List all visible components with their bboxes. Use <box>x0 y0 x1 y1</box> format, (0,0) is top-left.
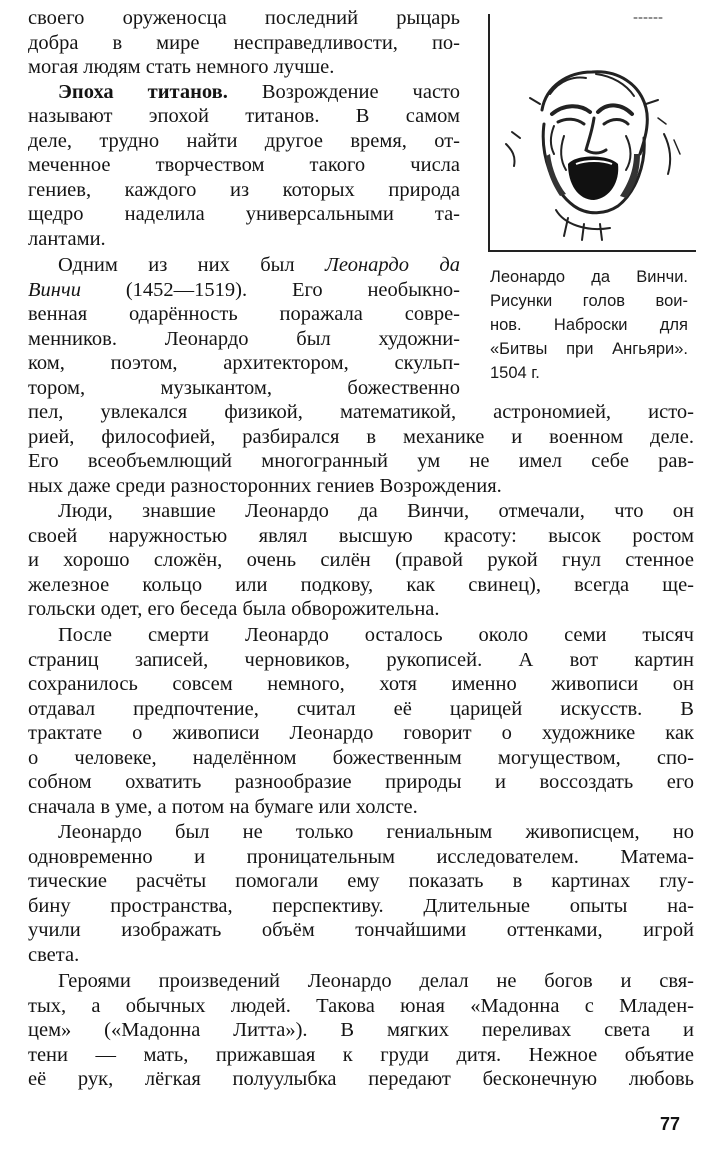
text-line: бину пространства, перспективу. Длительные опыты на- <box>28 895 694 917</box>
text-line: отдавал предпочтение, считал её царицей искусств. В <box>28 698 694 720</box>
text-line <box>58 80 460 105</box>
text-line: менников. Леонардо был художни- <box>28 328 460 350</box>
text-line: своего оруженосца последний рыцарь <box>28 7 460 29</box>
text-line: тором, музыкантом, божественно <box>28 377 460 399</box>
italic-name: Винчи <box>28 279 81 301</box>
text-run: Одним из них был <box>58 254 326 276</box>
text-line: меченное творчеством такого числа <box>28 154 460 176</box>
text-run: (1452—1519). Его необыкно- <box>80 279 460 301</box>
figure-frame-left <box>488 14 490 252</box>
page-number: 77 <box>660 1114 681 1134</box>
text-line: рией, философией, разбирался в механике и военном деле. <box>28 426 694 448</box>
figure-frame-bottom <box>488 250 696 252</box>
text-line: и хорошо сложён, очень силён (правой рукой гнул стенное <box>28 549 694 571</box>
text-line: тых, а обычных людей. Такова юная «Мадонна с Младен- <box>28 995 694 1017</box>
figure-caption-line: нов. Наброски для <box>490 316 688 334</box>
text-line: трактате о живописи Леонардо говорит о художнике как <box>28 722 694 744</box>
warrior-head-drawing <box>494 14 696 248</box>
text-line: собном охватить разнообразие природы и воссоздать его <box>28 771 694 793</box>
text-line: Леонардо был не только гениальным живописцем, но <box>58 821 694 843</box>
text-line: сначала в уме, а потом на бумаге или холсте. <box>28 796 418 818</box>
text-line: её рук, лёгкая полуулыбка передают бесконечную любовь <box>28 1068 694 1090</box>
figure-warrior-sketch <box>488 14 696 252</box>
text-line: гольски одет, его беседа была обворожительна. <box>28 598 440 620</box>
text-line: одновременно и проницательным исследователем. Матема- <box>28 846 694 868</box>
text-line: цем» («Мадонна Литта»). В мягких переливах света и <box>28 1019 694 1041</box>
text-line: страниц записей, черновиков, рукописей. А вот картин <box>28 649 694 671</box>
figure-caption-line: 1504 г. <box>490 364 540 382</box>
text-line: лантами. <box>28 228 106 250</box>
text-line: света. <box>28 944 80 966</box>
text-line: тени — мать, прижавшая к груди дитя. Нежное объятие <box>28 1044 694 1066</box>
text-line: могая людям стать немного лучше. <box>28 56 335 78</box>
text-line: ком, поэтом, архитектором, скульп- <box>28 352 460 374</box>
text-line: ных даже среди разносторонних гениев Возрождения. <box>28 475 502 497</box>
text-line <box>58 253 460 278</box>
text-line: своей наружностью являл высшую красоту: высок ростом <box>28 525 694 547</box>
text-line: о человеке, наделённом божественным могуществом, спо- <box>28 747 694 769</box>
text-line: тические расчёты помогали ему показать в картинах глу- <box>28 870 694 892</box>
text-line: добра в мире несправедливости, по- <box>28 32 460 54</box>
text-line: пел, увлекался физикой, математикой, астрономией, исто- <box>28 401 694 423</box>
text-line: учили изображать объём тончайшими оттенками, игрой <box>28 919 694 941</box>
figure-caption-line: Рисунки голов вои- <box>490 292 688 310</box>
text-line: Его всеобъемлющий многогранный ум не имел себе рав- <box>28 450 694 472</box>
text-line <box>28 278 460 303</box>
text-line: Люди, знавшие Леонардо да Винчи, отмечали, что он <box>58 500 694 522</box>
text-run: Возрождение часто <box>227 81 460 103</box>
text-line: венная одарённость поражала совре- <box>28 303 460 325</box>
text-line: сохранилось совсем немного, хотя именно живописи он <box>28 673 694 695</box>
section-heading: Эпоха титанов. <box>58 81 228 103</box>
italic-name: Леонардо да <box>325 254 460 276</box>
text-line: гениев, каждого из которых природа <box>28 179 460 201</box>
text-line: деле, трудно найти другое время, от- <box>28 130 460 152</box>
text-line: называют эпохой титанов. В самом <box>28 105 460 127</box>
figure-caption-line: Леонардо да Винчи. <box>490 268 688 286</box>
text-line: Героями произведений Леонардо делал не богов и свя- <box>58 970 694 992</box>
text-line: щедро наделила универсальными та- <box>28 203 460 225</box>
text-line: железное кольцо или подкову, как свинец), всегда ще- <box>28 574 694 596</box>
text-line: После смерти Леонардо осталось около семи тысяч <box>58 624 694 646</box>
figure-caption-line: «Битвы при Ангьяри». <box>490 340 688 358</box>
